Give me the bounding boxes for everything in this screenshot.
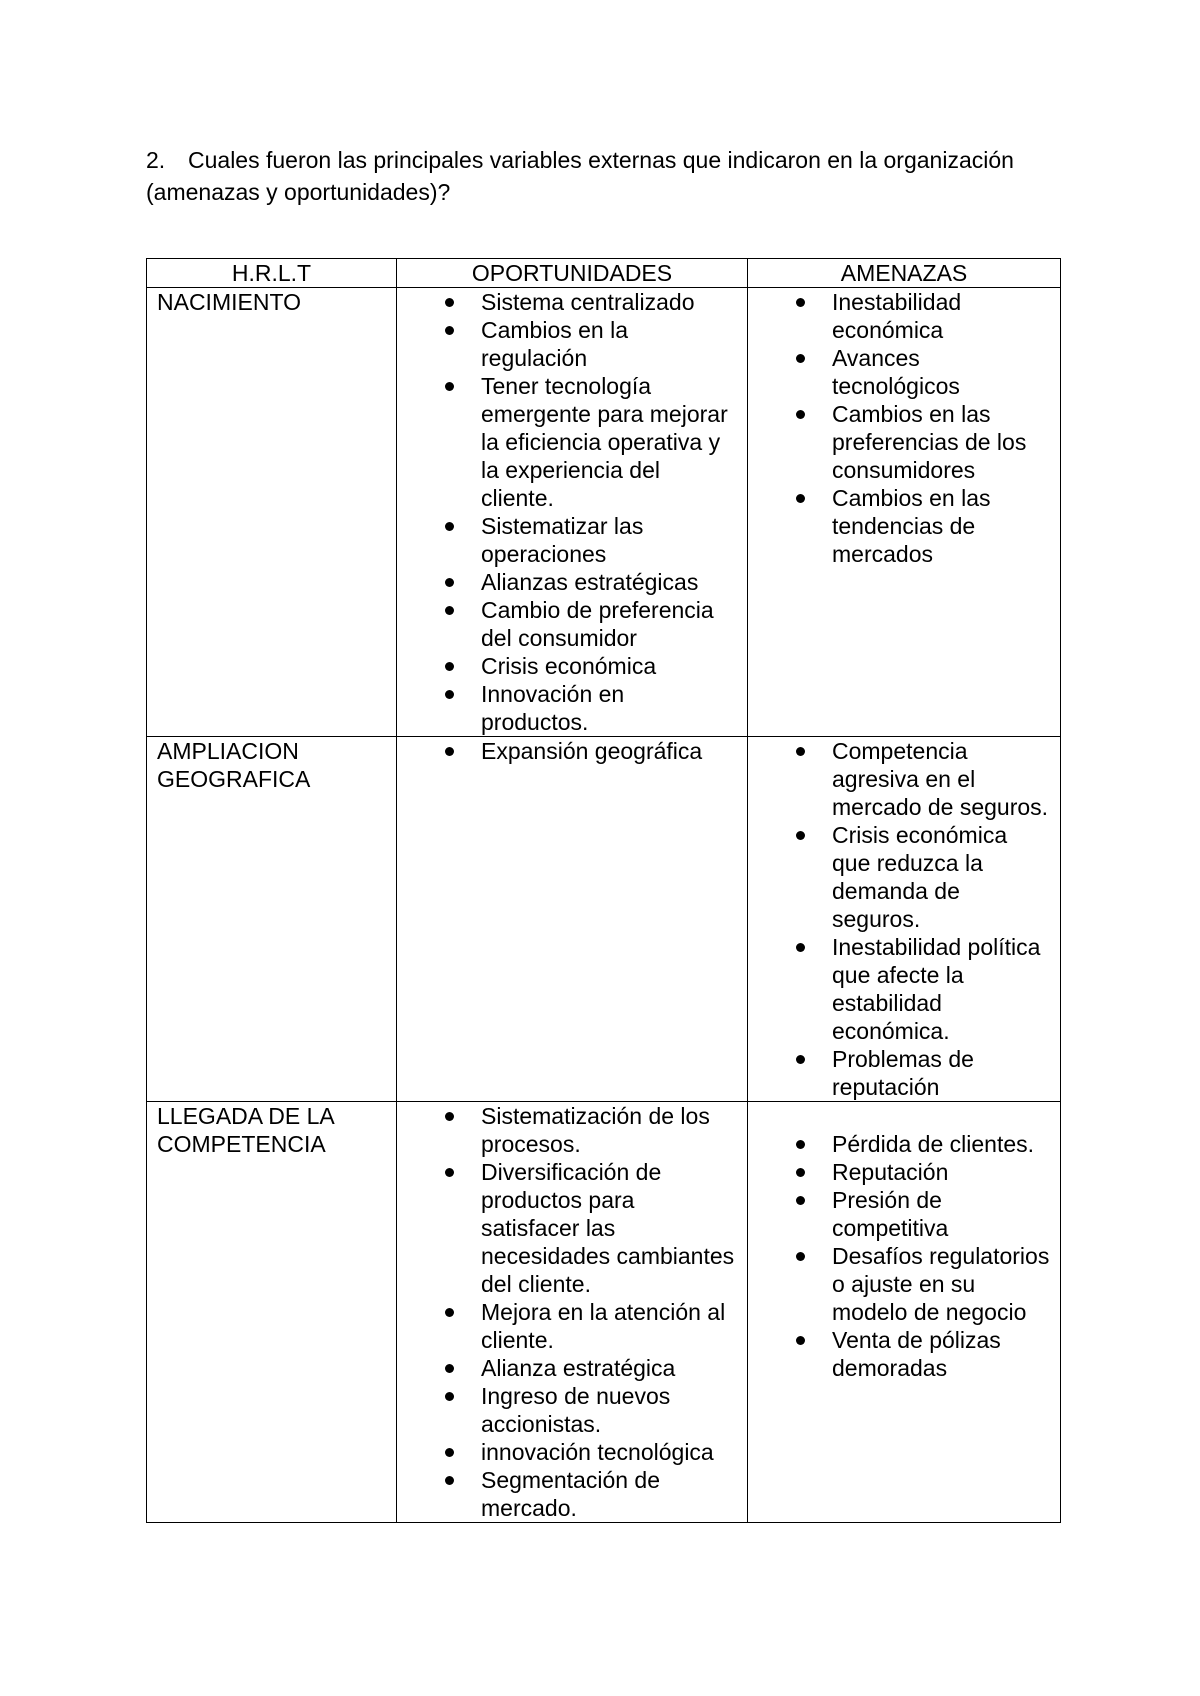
header-oportunidades: OPORTUNIDADES — [397, 259, 748, 288]
list-item: Cambio de preferencia del consumidor — [481, 596, 737, 652]
list-item: Mejora en la atención al cliente. — [481, 1298, 737, 1354]
table-row — [147, 288, 1061, 737]
amenazas-cell — [748, 737, 1061, 1102]
oportunidades-list — [407, 288, 737, 736]
oportunidades-cell — [397, 737, 748, 1102]
oportunidades-cell — [397, 288, 748, 737]
list-item: Inestabilidad económica — [832, 288, 1050, 344]
list-item: Ingreso de nuevos accionistas. — [481, 1382, 737, 1438]
amenazas-list — [758, 1102, 1050, 1382]
list-item: Cambios en las tendencias de mercados — [832, 484, 1050, 568]
question — [146, 144, 1066, 208]
list-item: Sistematización de los procesos. — [481, 1102, 737, 1158]
phase-cell — [147, 737, 397, 1102]
list-item: Cambios en las preferencias de los consumidores — [832, 400, 1050, 484]
list-item: Alianza estratégica — [481, 1354, 737, 1382]
table-header-row — [147, 259, 1061, 288]
list-item: Sistema centralizado — [481, 288, 737, 316]
list-item: Competencia agresiva en el mercado de seguros. — [832, 738, 1049, 820]
list-item: Sistematizar las operaciones — [481, 512, 737, 568]
oportunidades-list — [407, 1102, 737, 1522]
phase-cell — [147, 1102, 397, 1523]
question-number: 2. — [146, 147, 166, 173]
oportunidades-list — [407, 737, 737, 765]
amenazas-cell — [748, 1102, 1061, 1523]
table-row — [147, 1102, 1061, 1523]
list-item: Venta de pólizas demoradas — [832, 1326, 1050, 1382]
list-item: Desafíos regulatorios o ajuste en su modelo de negocio — [832, 1243, 1050, 1325]
list-item: Alianzas estratégicas — [481, 568, 737, 596]
header-amenazas: AMENAZAS — [748, 259, 1061, 288]
amenazas-list — [758, 737, 1050, 1101]
list-item: Problemas de reputación — [832, 1045, 1050, 1101]
foda-table — [146, 258, 1061, 1523]
amenazas-cell — [748, 288, 1061, 737]
phase-label: NACIMIENTO — [157, 289, 301, 315]
list-item: innovación tecnológica — [481, 1438, 737, 1466]
list-item: Presión de competitiva — [832, 1186, 1050, 1242]
list-item: Pérdida de clientes. — [832, 1130, 1050, 1158]
list-item: Avances tecnológicos — [832, 344, 1050, 400]
list-item: Crisis económica — [481, 652, 737, 680]
list-item: Reputación — [832, 1158, 1050, 1186]
phase-cell — [147, 288, 397, 737]
table-row — [147, 737, 1061, 1102]
phase-label: LLEGADA DE LA COMPETENCIA — [157, 1103, 334, 1157]
list-item: Innovación en productos. — [481, 680, 737, 736]
list-item: Crisis económica que reduzca la demanda de seguros. — [832, 821, 1050, 933]
list-item: Cambios en la regulación — [481, 316, 737, 372]
list-item: Tener tecnología emergente para mejorar la eficiencia operativa y la experiencia del cliente. — [481, 372, 737, 512]
amenazas-list — [758, 288, 1050, 568]
list-item: Expansión geográfica — [481, 737, 737, 765]
header-hrlt: H.R.L.T — [147, 259, 397, 288]
list-item: Inestabilidad política que afecte la estabilidad económica. — [832, 933, 1050, 1045]
oportunidades-cell — [397, 1102, 748, 1523]
question-text: Cuales fueron las principales variables externas que indicaron en la organización (amenazas y oportunidades)? — [146, 147, 1014, 205]
list-item: Segmentación de mercado. — [481, 1466, 737, 1522]
phase-label: AMPLIACION GEOGRAFICA — [157, 738, 311, 792]
list-item: Diversificación de productos para satisfacer las necesidades cambiantes del cliente. — [481, 1158, 737, 1298]
